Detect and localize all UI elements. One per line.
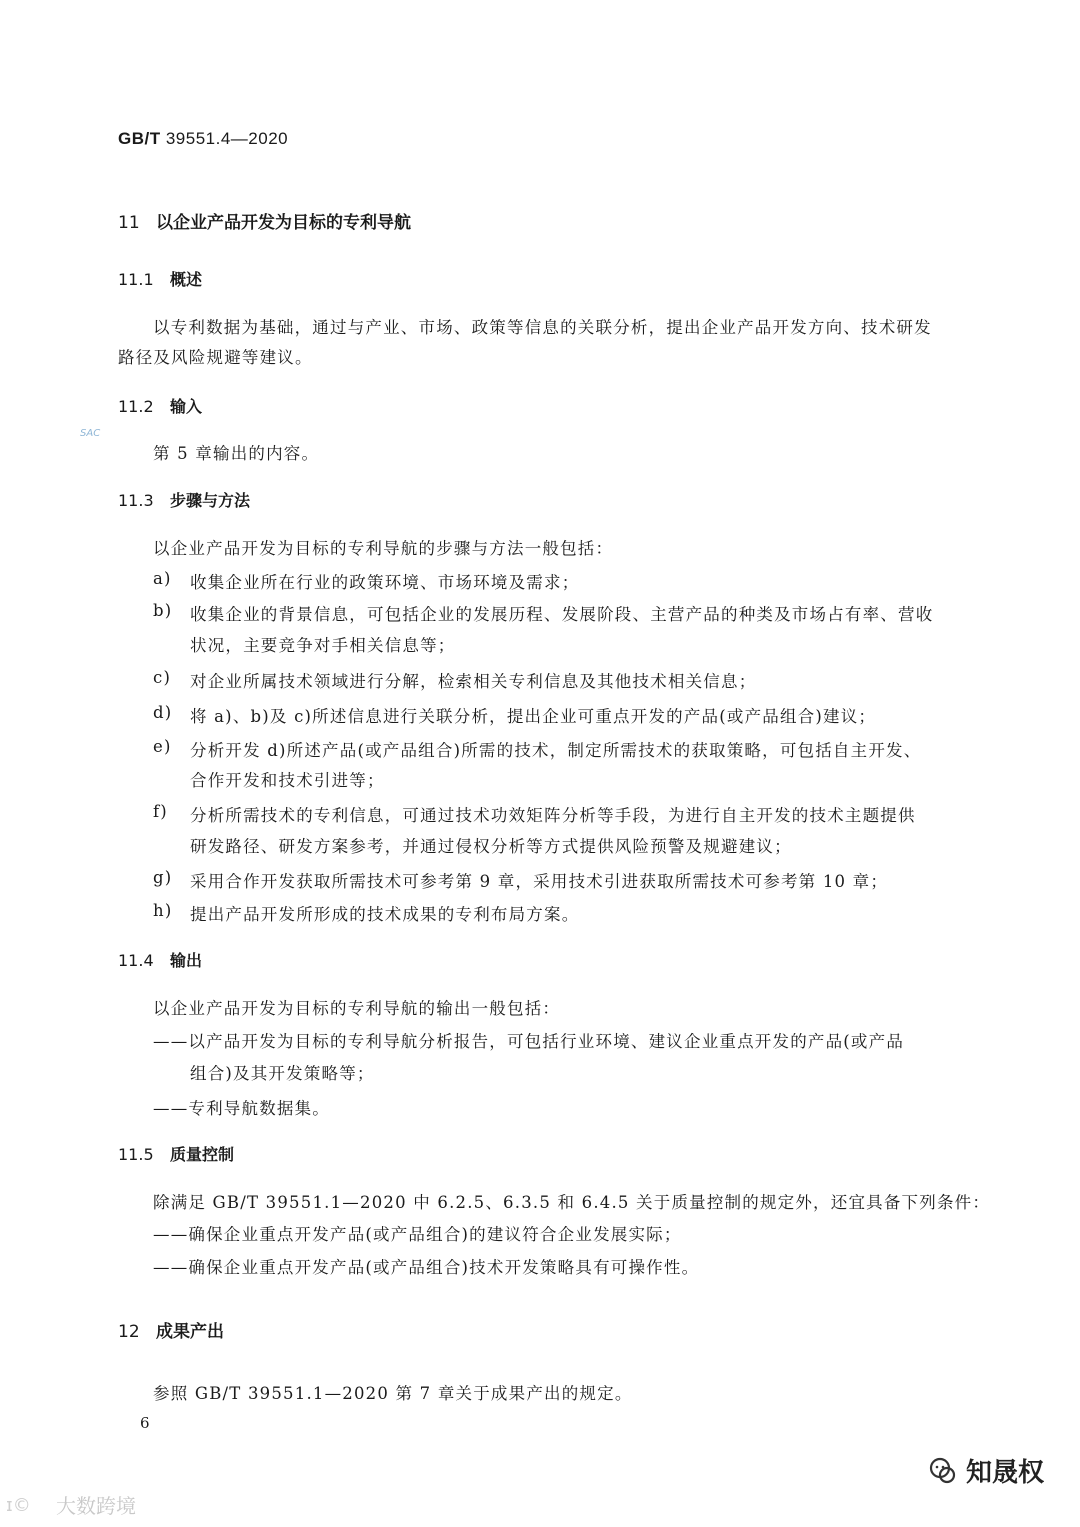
- subsection-11-2-heading: [118, 394, 202, 417]
- list-item-text: 分析开发 d)所述产品(或产品组合)所需的技术，制定所需技术的获取策略，可包括自主开发、: [190, 741, 922, 760]
- subsection-11-3-heading: [118, 488, 250, 511]
- list-item-text: 对企业所属技术领域进行分解，检索相关专利信息及其他技术相关信息；: [190, 672, 757, 691]
- list-item-text: 状况，主要竞争对手相关信息等；: [190, 636, 456, 655]
- list-item-text: 采用合作开发获取所需技术可参考第 9 章，采用技术引进获取所需技术可参考第 10 章；: [190, 872, 889, 891]
- watermark-left: [6, 1490, 136, 1519]
- section-number: 11: [118, 213, 140, 233]
- section-12-heading: [118, 1317, 224, 1342]
- dash-item: ——专利导航数据集。: [153, 1099, 330, 1118]
- section-title: 成果产出: [156, 1322, 224, 1342]
- subsection-title: 输入: [170, 397, 203, 416]
- watermark-logo-icon: [6, 1492, 50, 1518]
- standard-number: 39551.4—2020: [165, 129, 289, 148]
- list-item-text: 提出产品开发所形成的技术成果的专利布局方案。: [190, 905, 580, 924]
- watermark-right-text: 知晟权: [966, 1458, 1045, 1488]
- list-item-text: 分析所需技术的专利信息，可通过技术功效矩阵分析等手段，为进行自主开发的技术主题提供: [190, 806, 916, 825]
- dash-item: ——以产品开发为目标的专利导航分析报告，可包括行业环境、建议企业重点开发的产品(或产品: [153, 1032, 905, 1051]
- subsection-title: 步骤与方法: [170, 491, 251, 510]
- subsection-number: 11.4: [118, 951, 154, 970]
- list-item-text: 将 a)、b)及 c)所述信息进行关联分析，提出企业可重点开发的产品(或产品组合)建议；: [190, 707, 877, 726]
- standard-prefix: GB/T: [118, 129, 161, 148]
- paragraph: 以企业产品开发为目标的专利导航的步骤与方法一般包括：: [153, 539, 614, 558]
- list-item-label: h): [153, 901, 173, 920]
- wechat-icon: [928, 1456, 958, 1486]
- sac-logo-icon: SAC: [80, 428, 101, 439]
- watermark-right: [928, 1452, 1044, 1489]
- list-item-label: d): [153, 703, 173, 722]
- subsection-11-4-heading: [118, 948, 202, 971]
- subsection-title: 概述: [170, 270, 203, 289]
- subsection-11-1-heading: [118, 267, 202, 290]
- section-title: 以企业产品开发为目标的专利导航: [156, 213, 411, 233]
- paragraph: 除满足 GB/T 39551.1—2020 中 6.2.5、6.3.5 和 6.4.5 关于质量控制的规定外，还宜具备下列条件：: [153, 1193, 991, 1212]
- dash-item: ——确保企业重点开发产品(或产品组合)的建议符合企业发展实际；: [153, 1225, 682, 1244]
- watermark-left-text: 大数跨境: [56, 1494, 136, 1518]
- list-item-text: 合作开发和技术引进等；: [190, 771, 385, 790]
- subsection-11-5-heading: [118, 1142, 234, 1165]
- list-item-label: f): [153, 802, 168, 821]
- standard-header: [118, 129, 288, 149]
- list-item-label: e): [153, 737, 172, 756]
- list-item-label: g): [153, 868, 173, 887]
- list-item-label: a): [153, 569, 172, 588]
- dash-item-continuation: 组合)及其开发策略等；: [190, 1064, 375, 1083]
- paragraph: 第 5 章输出的内容。: [153, 444, 320, 463]
- subsection-number: 11.2: [118, 397, 154, 416]
- section-11-heading: [118, 208, 411, 233]
- list-item-text: 收集企业的背景信息，可包括企业的发展历程、发展阶段、主营产品的种类及市场占有率、营收: [190, 605, 934, 624]
- paragraph-line: 路径及风险规避等建议。: [118, 348, 313, 367]
- paragraph: 以企业产品开发为目标的专利导航的输出一般包括：: [153, 999, 561, 1018]
- subsection-number: 11.3: [118, 491, 154, 510]
- list-item-label: c): [153, 668, 172, 687]
- list-item-text: 收集企业所在行业的政策环境、市场环境及需求；: [190, 573, 580, 592]
- list-item-text: 研发路径、研发方案参考，并通过侵权分析等方式提供风险预警及规避建议；: [190, 837, 792, 856]
- paragraph-line: 以专利数据为基础，通过与产业、市场、政策等信息的关联分析，提出企业产品开发方向、技术研发: [153, 318, 932, 337]
- dash-item: ——确保企业重点开发产品(或产品组合)技术开发策略具有可操作性。: [153, 1258, 700, 1277]
- subsection-title: 输出: [170, 951, 203, 970]
- list-item-label: b): [153, 601, 173, 620]
- paragraph: 参照 GB/T 39551.1—2020 第 7 章关于成果产出的规定。: [153, 1384, 633, 1403]
- subsection-number: 11.5: [118, 1145, 154, 1164]
- subsection-number: 11.1: [118, 270, 154, 289]
- section-number: 12: [118, 1322, 140, 1342]
- svg-text:ɪ©: ɪ©: [6, 1494, 31, 1516]
- subsection-title: 质量控制: [170, 1145, 235, 1164]
- page-number: 6: [140, 1414, 150, 1432]
